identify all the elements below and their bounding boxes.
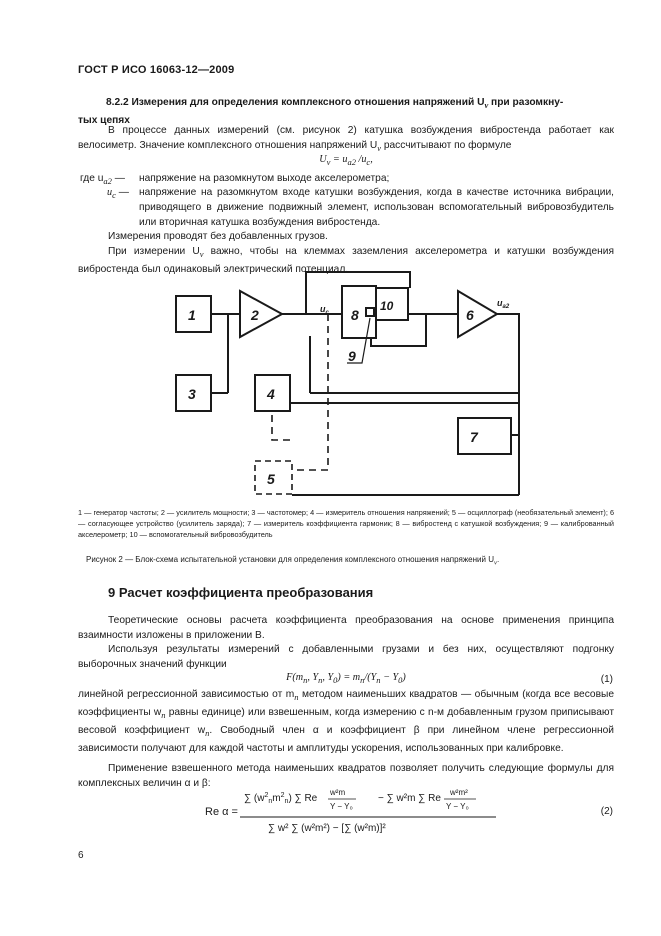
accelerometer-9 (366, 308, 374, 316)
figure-caption: Рисунок 2 — Блок-схема испытательной установки для определения комплексного отношения напряжений $U_v$. (86, 555, 500, 567)
label-9: 9 (348, 348, 356, 364)
equation-2-lhs: Re α = (205, 806, 238, 818)
svg-text:∑ (w2nm2n) ∑ Re: ∑ $(w^2_nm^2_n)$ ∑ Re (244, 792, 318, 805)
figure-legend: 1 — генератор частоты; 2 — усилитель мощности; 3 — частотомер; 4 — измеритель отношения напряжений; 5 — осциллограф (необязательный элемент); 6 — согласующее устройство (усилитель заряда); 7 — измеритель коэффициента гармоник; 8 — вибростенд с катушкой возбуждения; 9 — калиброванный акселерометр; 10 — вспомогательный вибровозбудитель (78, 508, 614, 539)
svg-text:− ∑ w²m ∑ Re: − ∑ w²m ∑ Re (378, 793, 441, 804)
paragraph: линейной регрессионной зависимостью от $m_n$ методом наименьших квадратов — обычным (когда все весовые коэффициенты $w_n$ равны единице) или взвешенным, когда измерению с n-м добавленным грузом приписывают весовой коэффициент $w_n$. Свободный член α и коэффициент β при линейном члене регрессионной зависимости получают для каждой частоты и амплитуды ускорения, использованных при калибровке. (78, 689, 615, 755)
label-ua2: $u_{a2}$ (497, 298, 510, 310)
label-3: 3 (188, 386, 196, 402)
paragraph: Применение взвешенного метода наименьших квадратов позволяет получить следующие формулы для комплексных величин α и β: (78, 763, 614, 789)
formula-1: $F(m_n$, $Y_n$, $Y_0) = m_n/(Y_n - Y_0)$ (286, 672, 406, 686)
equation-number-1: (1) (600, 674, 613, 685)
label-1: 1 (188, 307, 196, 323)
definition-ua2: напряжение на разомкнутом выходе акселерометра; (139, 173, 390, 184)
label-7: 7 (470, 429, 478, 445)
section-heading-822: 8.2.2 Измерения для определения комплексного отношения напряжений $U_v$ при разомкну- тых цепях (78, 97, 564, 127)
section-heading-9: 9 Расчет коэффициента преобразования (108, 585, 374, 600)
page-number: 6 (78, 850, 84, 861)
svg-text:∑ w² ∑ (w²m²) − [∑ (w²m)]²: ∑ w² ∑ (w²m²) − [∑ (w²m)]² (268, 823, 386, 834)
paragraph: Измерения проводят без добавленных грузов. (108, 231, 328, 242)
equation-number-2: (2) (600, 806, 613, 817)
label-8: 8 (351, 307, 359, 323)
block-diagram (0, 260, 661, 500)
block-2 (240, 291, 282, 337)
block-7 (458, 418, 511, 454)
paragraph: Используя результаты измерений с добавленными грузами и без них, осуществляют подгонку выборочных значений функции (78, 644, 614, 670)
svg-text:w²m: w²m (330, 788, 346, 797)
svg-text:Y − Y₀: Y − Y₀ (446, 802, 469, 811)
definition-ua2-label: где $u_{a2}$ — (80, 173, 125, 187)
paragraph: В процессе данных измерений (см. рисунок 2) катушка возбуждения вибростенда работает как велосиметр. Значение комплексного отношения напряжений $U_v$ рассчитывают по формуле (78, 125, 614, 154)
equation-2-fraction (238, 787, 500, 837)
label-10: 10 (380, 299, 394, 313)
document-header: ГОСТ Р ИСО 16063-12—2009 (78, 64, 235, 76)
label-4: 4 (267, 386, 275, 402)
svg-text:w²m²: w²m² (450, 788, 468, 797)
label-2: 2 (251, 307, 259, 323)
svg-text:Y − Y₀: Y − Y₀ (330, 802, 353, 811)
formula-uv: $U_v = u_{a2}$ $/u_c$, (319, 154, 373, 168)
label-6: 6 (466, 307, 474, 323)
paragraph: Теоретические основы расчета коэффициента преобразования на основе применения принципа взаимности изложены в приложении В. (78, 615, 614, 641)
label-uc: $u_c$ (320, 304, 329, 316)
label-5: 5 (267, 471, 275, 487)
paragraph: При измерении $U_v$ важно, чтобы на клеммах заземления акселерометра и катушки возбуждения вибростенда был одинаковый электрический потенциал. (78, 246, 614, 276)
definition-uc-label: $u_c$ — (107, 187, 129, 201)
block-6 (458, 291, 497, 337)
definition-uc: напряжение на разомкнутом входе катушки возбуждения, когда в качестве источника вибрации, приводящего в движение подвижный элемент, использован вспомогательный вибровозбудитель или вторичная катушка возбуждения вибростенда. (139, 187, 614, 228)
